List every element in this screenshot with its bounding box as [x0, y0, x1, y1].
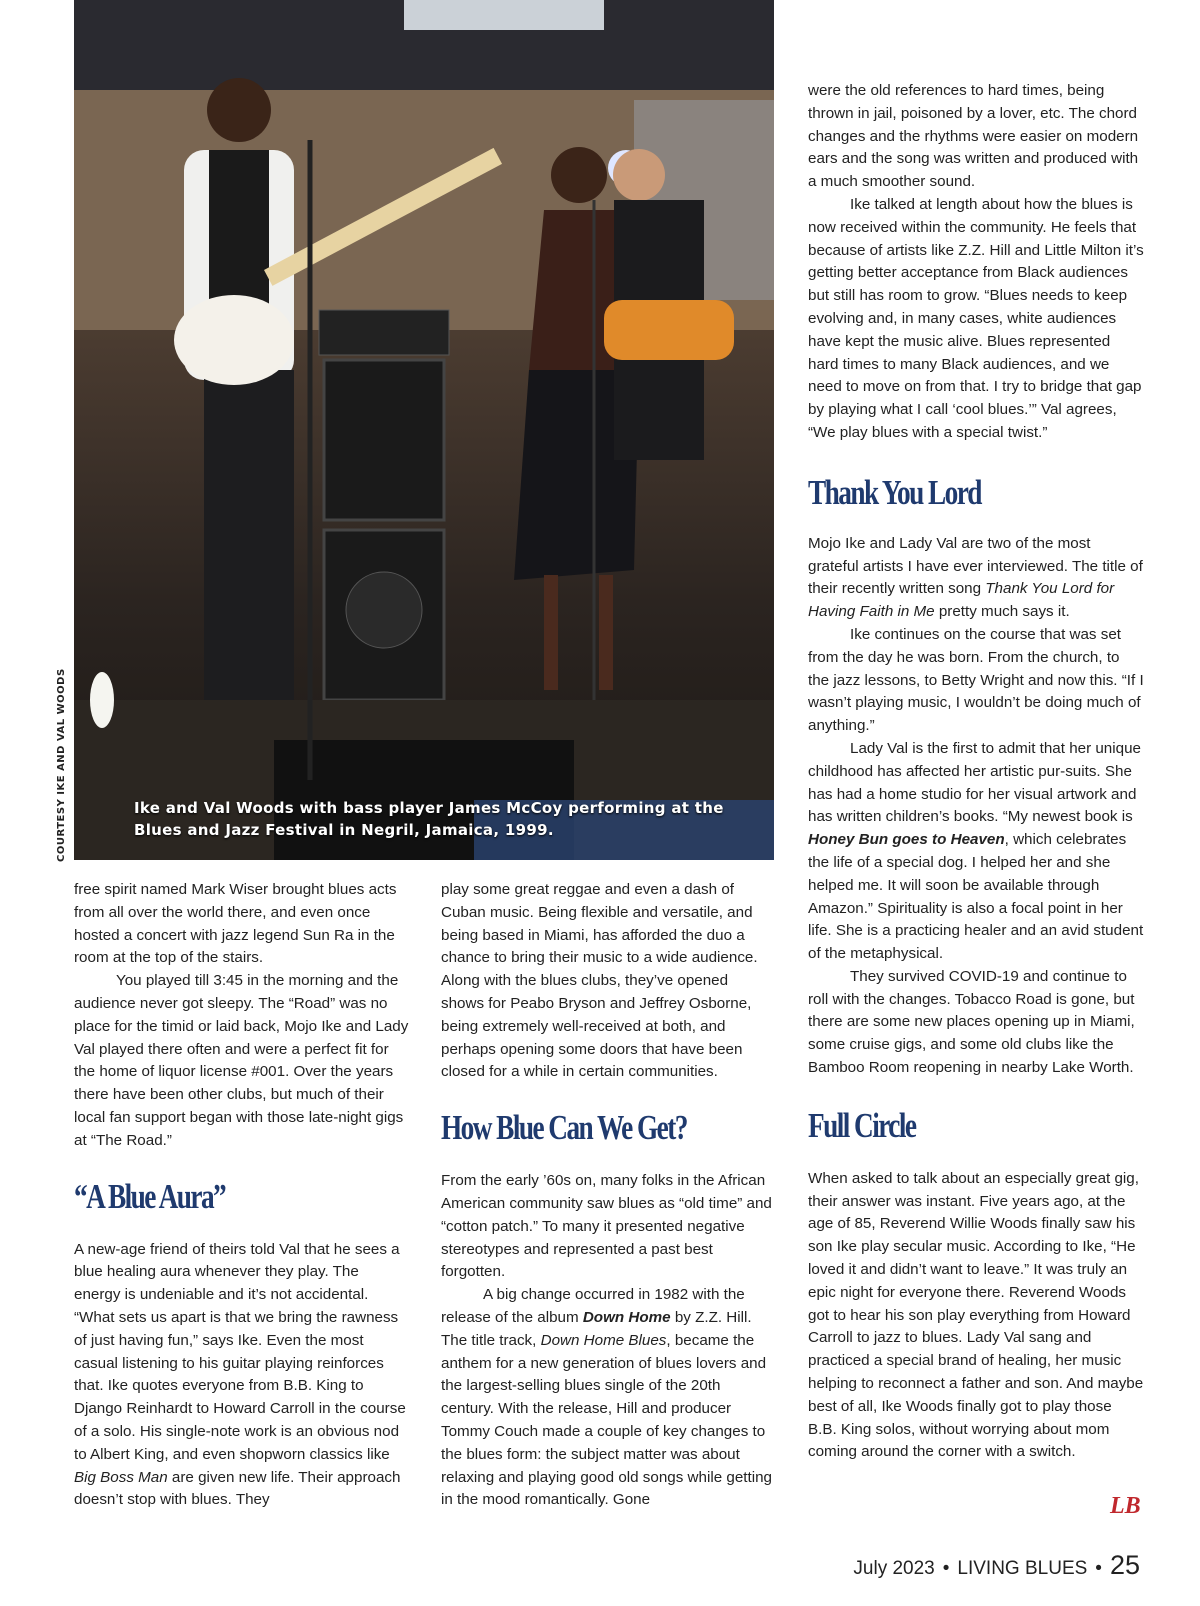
album-title: Down Home: [582, 1308, 671, 1326]
text-run: pretty much says it.: [934, 603, 1070, 621]
separator-bullet: •: [942, 1558, 950, 1579]
section-heading-blue-aura: “A Blue Aura”: [74, 1176, 226, 1216]
song-title: Down Home Blues: [540, 1331, 667, 1349]
text-run: , became the anthem for a new generation of blues lovers and the largest-selling blues single of the 20th century. With the release, Hill and producer Tommy Couch made a couple of key changes to the blues form: the subject matter was about relaxing and playing good old songs while getting in the mood romantically. Gone: [441, 1331, 772, 1509]
concert-photo-illustration: [74, 0, 774, 860]
photo-caption-line-1: Ike and Val Woods with bass player James McCoy performing at the: [134, 799, 724, 817]
text-run: A new-age friend of theirs told Val that he sees a blue healing aura whenever they play. The energy is undeniable and it’s not accidental. “What sets us apart is that we bring the rawness of just having fun,” says Ike. Even the most casual listening to his guitar playing reinforces that. Ike quotes everyone from B.B. King to Django Reinhardt to Howard Carroll in the course of a solo. His single-note work is an obvious nod to Albert King, and even shopworn classics like: [74, 1240, 406, 1463]
paragraph: were the old references to hard times, being thrown in jail, poisoned by a lover, etc. The chord changes and the rhythms were easier on modern ears and the song was written and produced with a much smoother sound.: [808, 82, 1139, 191]
photo-caption: [134, 797, 754, 841]
paragraph: When asked to talk about an especially great gig, their answer was instant. Five years ago, at the age of 85, Reverend Willie Woods finally saw his son Ike play secular music. According to Ike, “He loved it and didn’t want to leave.” It was truly an epic night for everyone there. Reverend Woods got to hear his son play everything from Howard Carroll to jazz to blues. Lady Val sang and practiced a special brand of healing, her music helping to reconnect a father and son. And maybe best of all, Ike Woods finally got to play those B.B. King solos, without worrying about mom coming around the corner with a switch.: [808, 1169, 1144, 1461]
column-2: [441, 879, 774, 1512]
column-3: [808, 80, 1144, 1464]
text-run: A big change occurred in 1982 with the release of the album: [441, 1286, 745, 1326]
paragraph: From the early ’60s on, many folks in the African American community saw blues as “old time” and “cotton patch.” To many it presented negative stereotypes and represented a past best forgotten.: [441, 1172, 772, 1281]
song-title: Big Boss Man: [74, 1468, 168, 1486]
text-run: Mojo Ike and Lady Val are two of the most grateful artists I have ever interviewed. The title of their recently written song: [808, 534, 1143, 598]
paragraph: You played till 3:45 in the morning and the audience never got sleepy. The “Road” was no place for the timid or laid back, Mojo Ike and Lady Val played there often and were a perfect fit for the home of liquor license #001. Over the years there have been other clubs, but much of their local fan support began with those late-night gigs at “The Road.”: [74, 972, 409, 1149]
book-title: Honey Bun goes to Heaven: [808, 831, 1005, 849]
living-blues-end-mark-logo: [1108, 1487, 1141, 1523]
song-title: Thank You Lord for Having Faith in Me: [808, 580, 1115, 621]
section-heading-thank-you-lord: Thank You Lord: [808, 472, 981, 512]
concert-photo: [74, 0, 774, 860]
paragraph: free spirit named Mark Wiser brought blues acts from all over the world there, and even once hosted a concert with jazz legend Sun Ra in the room at the top of the stairs.: [74, 881, 397, 967]
paragraph: [808, 738, 1144, 966]
paragraph: [808, 533, 1144, 624]
page-number: 25: [1109, 1550, 1140, 1580]
paragraph: Ike continues on the course that was set from the day he was born. From the church, to the jazz lessons, to Betty Wright and now this. “If I wasn’t playing music, I wouldn’t be doing much of anything.”: [808, 625, 1144, 735]
text-run: , which celebrates the life of a special dog. I helped her and she helped me. It will soon be available through Amazon.” Spirituality is also a focal point in her life. She is a practicing healer and an avid student of the metaphysical.: [808, 831, 1144, 963]
paragraph: Ike talked at length about how the blues is now received within the community. He feels that because of artists like Z.Z. Hill and Little Milton it’s getting better acceptance from Black audiences but still has room to grow. “Blues needs to keep evolving and, in many cases, white audiences have kept the music alive. Blues represented hard times to many Black audiences, and we need to move on from that. I try to bridge that gap by playing what I call ‘cool blues.’” Val agrees, “We play blues with a special twist.”: [808, 195, 1144, 441]
issue-date: July 2023: [853, 1558, 935, 1579]
logo-lettering: LB: [1110, 1493, 1141, 1519]
text-run: by Z.Z. Hill. The title track,: [441, 1308, 752, 1349]
photo-caption-line-2: Blues and Jazz Festival in Negril, Jamaica, 1999.: [134, 821, 554, 839]
text-run: Lady Val is the first to admit that her unique childhood has affected her artistic pur-suits. She has had a home studio for her visual artwork and has written children’s books. “My newest book is: [808, 739, 1141, 826]
paragraph: They survived COVID-19 and continue to roll with the changes. Tobacco Road is gone, but there are some new places opening up in Miami, some cruise gigs, and some old clubs like the Bamboo Room reopening in nearby Lake Worth.: [808, 967, 1135, 1077]
column-1: [74, 879, 409, 1512]
page-footer: [853, 1550, 1140, 1581]
separator-bullet: •: [1095, 1558, 1102, 1579]
magazine-name: LIVING BLUES: [957, 1558, 1088, 1579]
paragraph: [441, 1284, 774, 1512]
paragraph: [74, 1239, 409, 1513]
paragraph: play some great reggae and even a dash of Cuban music. Being flexible and versatile, and being based in Miami, has afforded the duo a chance to bring their music to a wide audience. Along with the blues clubs, they’ve opened shows for Peabo Bryson and Jeffrey Osborne, being extremely well-received at both, and perhaps opening some doors that have been closed for a while in certain communities.: [441, 881, 758, 1081]
section-heading-full-circle: Full Circle: [808, 1105, 916, 1145]
text-run: are given new life. Their approach doesn’t stop with blues. They: [74, 1468, 401, 1509]
section-heading-how-blue: How Blue Can We Get?: [441, 1108, 687, 1148]
photo-credit: COURTESY IKE AND VAL WOODS: [56, 668, 67, 862]
